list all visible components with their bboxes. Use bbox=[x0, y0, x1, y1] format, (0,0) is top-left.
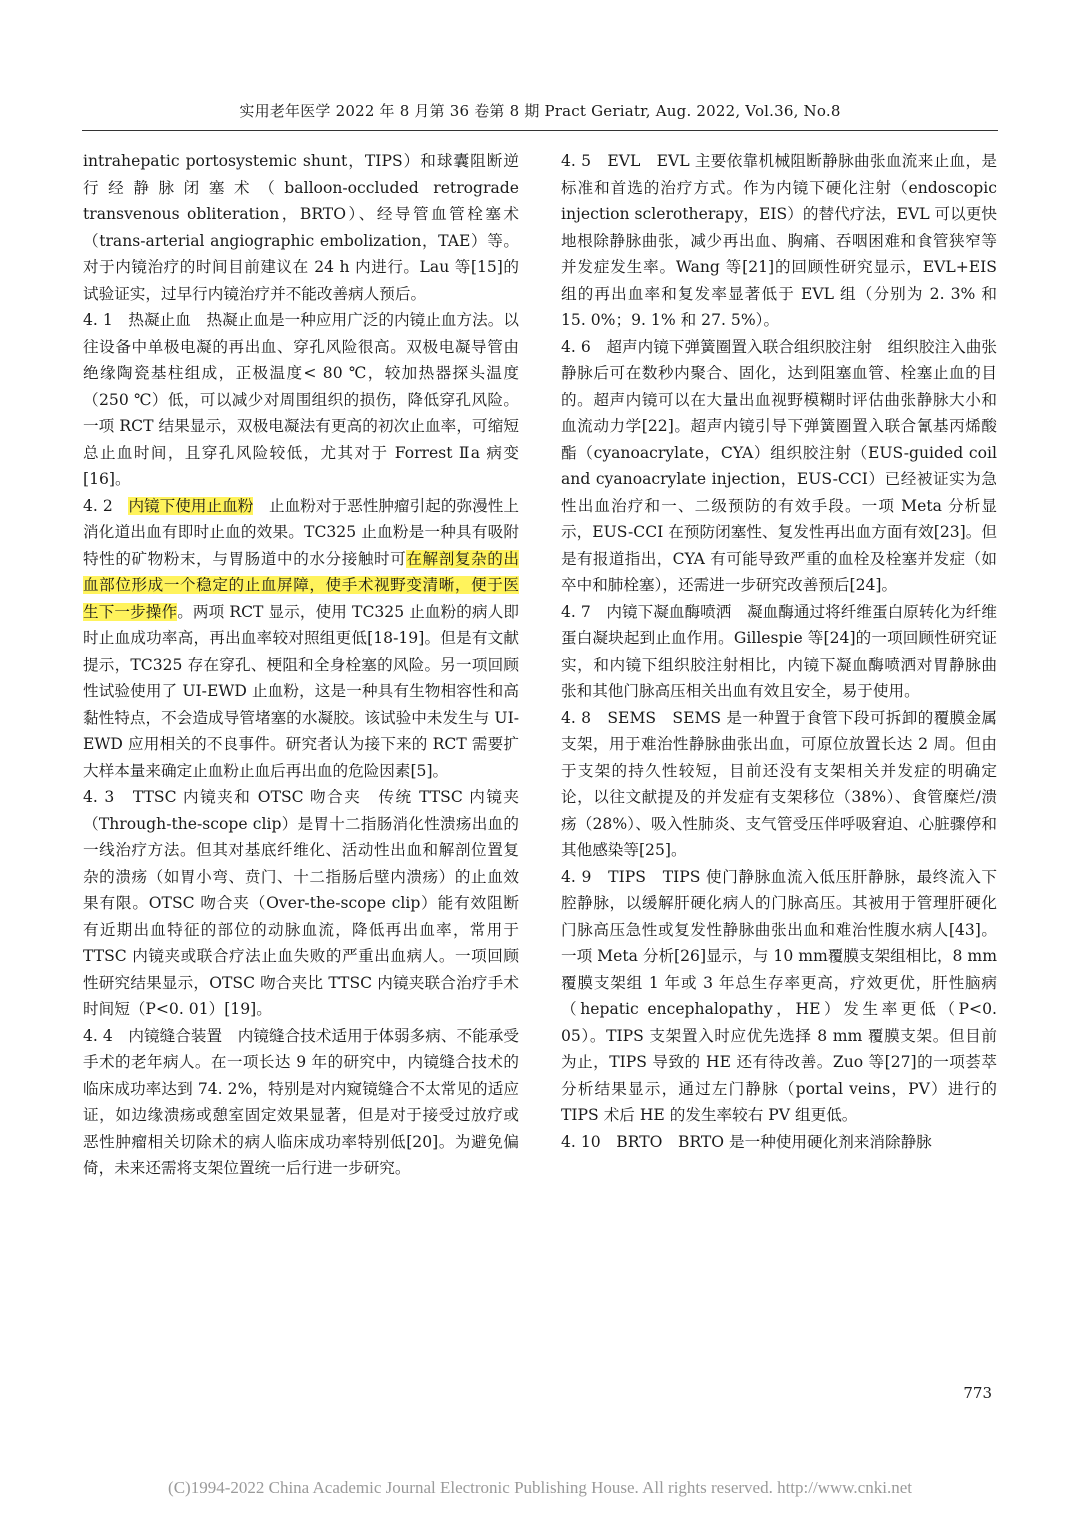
section-4-10 bbox=[561, 1129, 997, 1156]
page-number: 773 bbox=[963, 1384, 992, 1402]
section-4-8-title: 4. 8 SEMS bbox=[561, 708, 657, 727]
right-column bbox=[561, 148, 997, 1155]
section-4-10-title: 4. 10 BRTO bbox=[561, 1132, 663, 1151]
section-4-7 bbox=[561, 599, 997, 705]
section-4-8-body: SEMS 是一种置于食管下段可拆卸的覆膜金属支架，用于难治性静脉曲张出血，可原位放置长达 2 周。但由于支架的持久性较短，目前还没有支架相关并发症的明确定论，以往文献提及的并发症有支架移位（38%）、食管糜烂/溃疡（28%）、吸入性肺炎、支气管受压伴呼吸窘迫、心脏骤停和其他感染等[25]。 bbox=[561, 708, 997, 859]
section-4-3-title: 4. 3 TTSC 内镜夹和 OTSC 吻合夹 bbox=[83, 788, 362, 806]
section-4-3 bbox=[83, 784, 519, 1023]
header-rule bbox=[82, 130, 998, 131]
intro-paragraph: intrahepatic portosystemic shunt，TIPS）和球囊阻断逆行经静脉闭塞术（balloon-occluded retrograde transvenous obliteration，BRTO）、经导管血管栓塞术（trans-arterial angiographic embolization，TAE）等。对于内镜治疗的时间目前建议在 24 h 内进行。Lau 等[15]的试验证实，过早行内镜治疗并不能改善病人预后。 bbox=[83, 152, 519, 303]
section-4-4-body: 内镜缝合技术适用于体弱多病、不能承受手术的老年病人。在一项长达 9 年的研究中，内镜缝合技术的临床成功率达到 74. 2%，特别是对内窥镜缝合不太常见的适应证，如边缘溃疡或憩室固定效果显著，但是对于接受过放疗或恶性肿瘤相关切除术的病人临床成功率特别低[20]。为避免偏倚，未来还需将支架位置统一后行进一步研究。 bbox=[83, 1026, 519, 1177]
section-4-1-title: 4. 1 热凝止血 bbox=[83, 311, 191, 329]
section-4-3-body: 传统 TTSC 内镜夹（Through-the-scope clip）是胃十二指肠消化性溃疡出血的一线治疗方法。但其对基底纤维化、活动性出血和解剖位置复杂的溃疡（如胃小弯、贲门、十二指肠后壁内溃疡）的止血效果有限。OTSC 吻合夹（Over-the-scope clip）能有效阻断有近期出血特征的部位的动脉血流，降低再出血率，常用于 TTSC 内镜夹或联合疗法止血失败的严重出血病人。一项回顾性研究结果显示，OTSC 吻合夹比 TTSC 内镜夹联合治疗手术时间短（P<0. 01）[19]。 bbox=[83, 788, 519, 1018]
section-4-6 bbox=[561, 334, 997, 599]
copyright-footer: (C)1994-2022 China Academic Journal Electronic Publishing House. All rights reserved. http://www.cnki.net bbox=[168, 1478, 912, 1497]
section-4-1-body: 热凝止血是一种应用广泛的内镜止血方法。以往设备中单极电凝的再出血、穿孔风险很高。双极电凝导管由绝缘陶瓷基柱组成，正极温度< 80 ℃，较加热器探头温度（250 ℃）低，可以减少对周围组织的损伤，降低穿孔风险。一项 RCT 结果显示，双极电凝法有更高的初次止血率，可缩短总止血时间，且穿孔风险较低，尤其对于 Forrest Ⅱa 病变[16]。 bbox=[83, 311, 519, 488]
section-4-5 bbox=[561, 148, 997, 334]
section-4-9-title: 4. 9 TIPS bbox=[561, 867, 646, 886]
section-4-5-body: EVL 主要依靠机械阻断静脉曲张血流来止血，是标准和首选的治疗方式。作为内镜下硬化注射（endoscopic injection sclerotherapy，EIS）的替代疗法，EVL 可以更快地根除静脉曲张，减少再出血、胸痛、吞咽困难和食管狭窄等并发症发生率。Wang 等[21]的回顾性研究显示，EVL+EIS 组的再出血率和复发率显著低于 EVL 组（分别为 2. 3% 和 15. 0%；9. 1% 和 27. 5%）。 bbox=[561, 152, 997, 329]
section-4-7-body: 凝血酶通过将纤维蛋白原转化为纤维蛋白凝块起到止血作用。Gillespie 等[24]的一项回顾性研究证实，和内镜下组织胶注射相比，内镜下凝血酶喷洒对胃静脉曲张和其他门脉高压相关出血有效且安全，易于使用。 bbox=[561, 602, 997, 700]
running-header: 实用老年医学 2022 年 8 月第 36 卷第 8 期 Pract Geriatr, Aug. 2022, Vol.36, No.8 bbox=[239, 102, 841, 120]
section-4-2-number: 4. 2 bbox=[83, 496, 129, 515]
section-4-9-body: TIPS 使门静脉血流入低压肝静脉，最终流入下腔静脉，以缓解肝硬化病人的门脉高压。其被用于管理肝硬化门脉高压急性或复发性静脉曲张出血和难治性腹水病人[43]。一项 Meta 分析[26]显示，与 10 mm覆膜支架组相比，8 mm 覆膜支架组 1 年或 3 年总生存率更高，疗效更优，肝性脑病（hepatic encephalopathy，HE）发生率更低（P<0. 05）。TIPS 支架置入时应优先选择 8 mm 覆膜支架。但目前为止，TIPS 导致的 HE 还有待改善。Zuo 等[27]的一项荟萃分析结果显示，通过左门静脉（portal veins，PV）进行的 TIPS 术后 HE 的发生率较右 PV 组更低。 bbox=[561, 867, 997, 1124]
section-4-4-title: 4. 4 内镜缝合装置 bbox=[83, 1026, 223, 1045]
section-4-2-body-part1: 止血粉对于恶性肿瘤引起的弥漫性上消化道出血有即时止血的效果。TC325 止血粉是一种具有吸附特性的矿物粉末，与胃肠道中的水分接触时可 bbox=[83, 496, 519, 568]
left-column bbox=[83, 148, 519, 1182]
section-4-9 bbox=[561, 864, 997, 1129]
section-4-1 bbox=[83, 307, 519, 493]
section-4-8 bbox=[561, 705, 997, 864]
section-4-2-title-highlight: 内镜下使用止血粉 bbox=[128, 496, 254, 515]
section-4-6-body: 组织胶注入曲张静脉后可在数秒内聚合、固化，达到阻塞血管、栓塞止血的目的。超声内镜可以在大量出血视野模糊时评估曲张静脉大小和血流动力学[22]。超声内镜引导下弹簧圈置入联合氰基丙烯酸酯（cyanoacrylate，CYA）组织胶注射（EUS-guided coil and cyanoacrylate injection，EUS-CCI）已经被证实为急性出血治疗和一、二级预防的有效手段。一项 Meta 分析显示，EUS-CCI 在预防闭塞性、复发性再出血方面有效[23]。但是有报道指出，CYA 有可能导致严重的血栓及栓塞并发症（如卒中和肺栓塞），还需进一步研究改善预后[24]。 bbox=[561, 337, 997, 594]
section-4-10-body: BRTO 是一种使用硬化剂来消除静脉 bbox=[662, 1132, 932, 1151]
section-4-2 bbox=[83, 493, 519, 785]
section-4-7-title: 4. 7 内镜下凝血酶喷洒 bbox=[561, 602, 732, 621]
section-4-2-body-part2: 。两项 RCT 显示，使用 TC325 止血粉的病人即时止血成功率高，再出血率较对照组更低[18-19]。但是有文献提示，TC325 存在穿孔、梗阻和全身栓塞的风险。另一项回顾性试验使用了 UI-EWD 止血粉，这是一种具有生物相容性和高黏性特点，不会造成导管堵塞的水凝胶。该试验中未发生与 UI-EWD 应用相关的不良事件。研究者认为接下来的 RCT 需要扩大样本量来确定止血粉止血后再出血的危险因素[5]。 bbox=[83, 602, 519, 780]
section-4-4 bbox=[83, 1023, 519, 1182]
section-4-2-highlight: 在解剖复杂的出血部位形成一个稳定的止血屏障，使手术视野变清晰，便于医生下一步操作 bbox=[83, 549, 519, 621]
section-4-6-title: 4. 6 超声内镜下弹簧圈置入联合组织胶注射 bbox=[561, 337, 873, 356]
section-4-5-title: 4. 5 EVL bbox=[561, 152, 641, 170]
